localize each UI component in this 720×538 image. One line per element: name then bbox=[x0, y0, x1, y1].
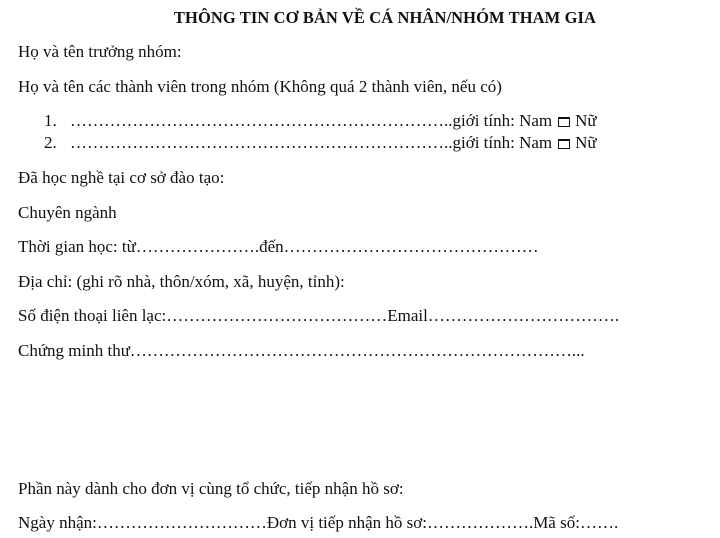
member-row-1 bbox=[44, 111, 597, 131]
member-row-2 bbox=[44, 133, 597, 153]
major-label: Chuyên ngành bbox=[18, 203, 117, 222]
training-institution-label: Đã học nghề tại cơ sở đào tạo: bbox=[18, 168, 225, 187]
org-section-label: Phần này dành cho đơn vị cùng tổ chức, tiếp nhận hồ sơ: bbox=[18, 479, 404, 498]
study-time-line[interactable]: Thời gian học: từ………………….đến……………………………………… bbox=[18, 237, 539, 256]
gender-checkbox[interactable] bbox=[558, 117, 570, 127]
gender-checkbox[interactable] bbox=[558, 139, 570, 149]
member-name-field[interactable]: …………………………………………………………..giới tính: bbox=[70, 111, 515, 130]
gender-female-label: Nữ bbox=[575, 111, 597, 130]
leader-name-label: Họ và tên trưởng nhóm: bbox=[18, 42, 182, 61]
address-label: Địa chỉ: (ghi rõ nhà, thôn/xóm, xã, huyện, tỉnh): bbox=[18, 272, 345, 291]
member-name-field[interactable]: …………………………………………………………..giới tính: bbox=[70, 133, 515, 152]
receipt-line[interactable]: Ngày nhận:…………………………Đơn vị tiếp nhận hồ sơ:……………….Mã số:……. bbox=[18, 513, 619, 532]
member-number: 2. bbox=[44, 133, 57, 152]
id-card-line[interactable]: Chứng minh thư……………………………………………………………………... bbox=[18, 341, 585, 360]
gender-female-label: Nữ bbox=[575, 133, 597, 152]
member-number: 1. bbox=[44, 111, 57, 130]
gender-male-label: Nam bbox=[519, 133, 553, 152]
members-label: Họ và tên các thành viên trong nhóm (Không quá 2 thành viên, nếu có) bbox=[18, 77, 502, 96]
phone-email-line[interactable]: Số điện thoại liên lạc:…………………………………Email……………………………. bbox=[18, 306, 620, 325]
gender-male-label: Nam bbox=[519, 111, 553, 130]
form-title: THÔNG TIN CƠ BẢN VỀ CÁ NHÂN/NHÓM THAM GIA bbox=[173, 8, 597, 27]
